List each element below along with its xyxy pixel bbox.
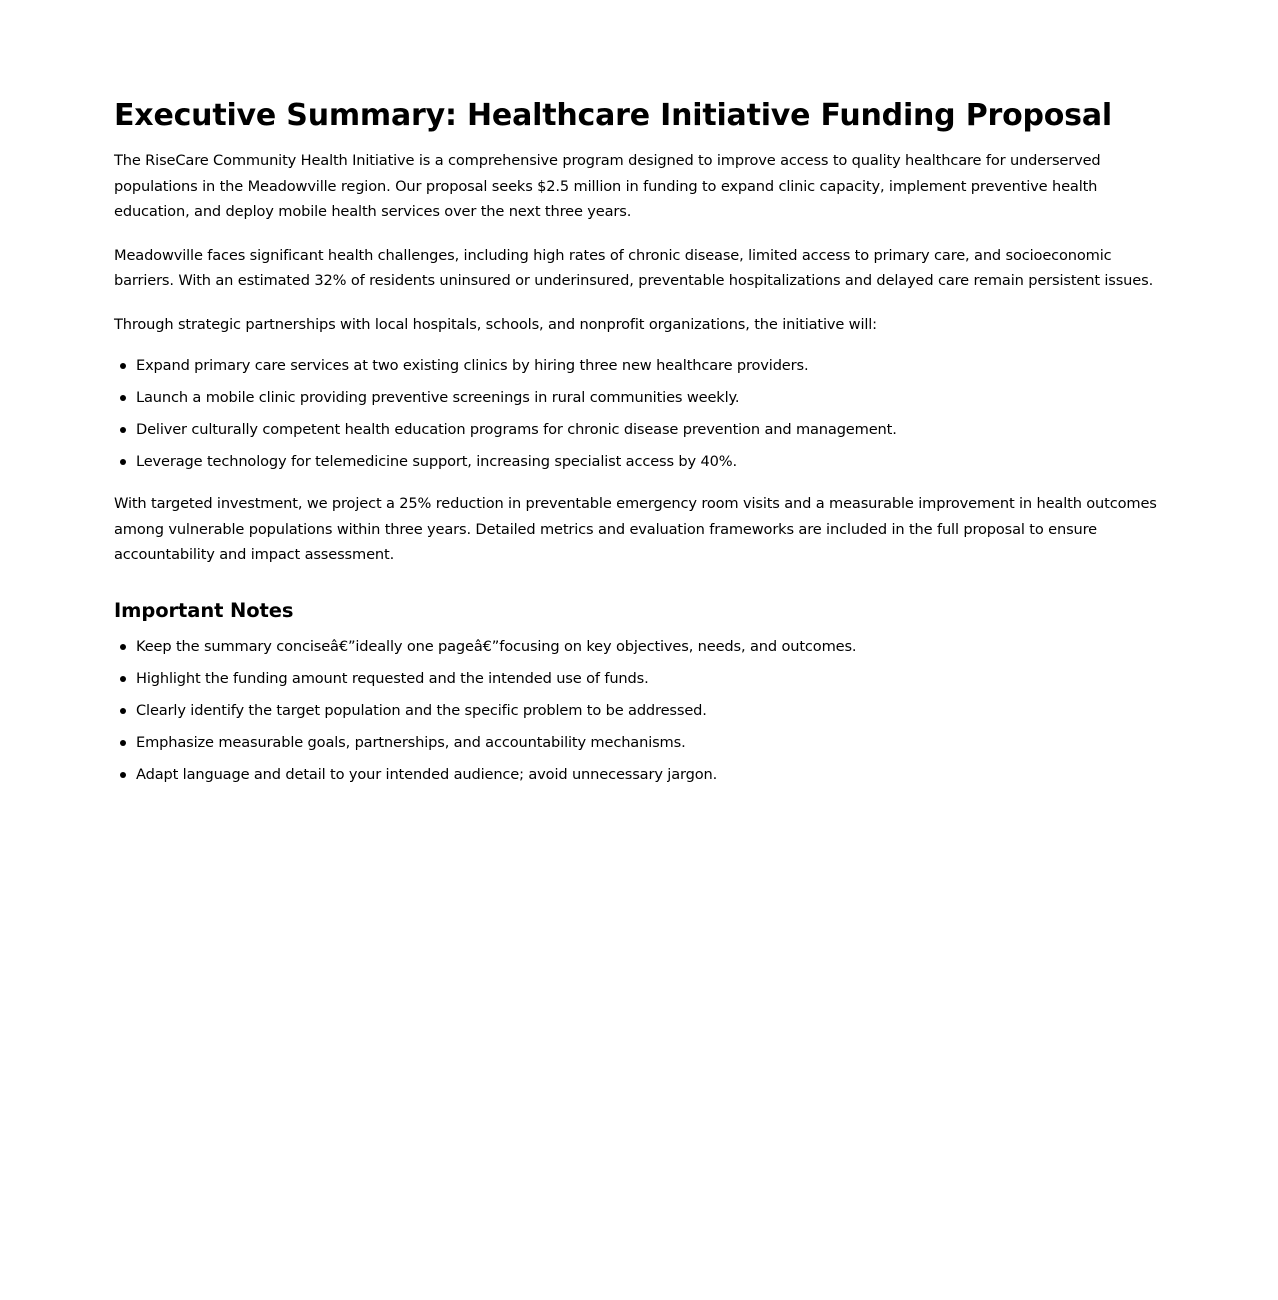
outcomes-paragraph: With targeted investment, we project a 25% reduction in preventable emergency room visits and a measurable improvement in health outcomes among vulnerable populations within three years. Detailed metrics and evaluation frameworks are included in the full proposal to ensure accountability and impact assessment.: [114, 495, 1157, 563]
notes-heading: Important Notes: [114, 598, 294, 622]
note-item: Keep the summary conciseâ€”ideally one pageâ€”focusing on key objectives, needs, and outcomes.: [136, 636, 1170, 658]
objective-item: Launch a mobile clinic providing preventive screenings in rural communities weekly.: [136, 387, 1170, 409]
challenges-paragraph: Meadowville faces significant health challenges, including high rates of chronic disease, limited access to primary care, and socioeconomic barriers. With an estimated 32% of residents uninsured or underinsured, preventable hospitalizations and delayed care remain persistent issues.: [114, 246, 1154, 289]
partnerships-paragraph: Through strategic partnerships with local hospitals, schools, and nonprofit organizations, the initiative will:: [114, 315, 877, 333]
notes-list: [114, 636, 1170, 786]
page-title: Executive Summary: Healthcare Initiative Funding Proposal: [114, 98, 1112, 133]
note-item: Highlight the funding amount requested and the intended use of funds.: [136, 668, 1170, 690]
note-item: Clearly identify the target population and the specific problem to be addressed.: [136, 700, 1170, 722]
objective-item: Expand primary care services at two existing clinics by hiring three new healthcare providers.: [136, 355, 1170, 377]
note-item: Emphasize measurable goals, partnerships, and accountability mechanisms.: [136, 732, 1170, 754]
intro-paragraph: The RiseCare Community Health Initiative is a comprehensive program designed to improve access to quality healthcare for underserved populations in the Meadowville region. Our proposal seeks $2.5 million in funding to expand clinic capacity, implement preventive health education, and deploy mobile health services over the next three years.: [114, 152, 1101, 220]
note-item: Adapt language and detail to your intended audience; avoid unnecessary jargon.: [136, 764, 1170, 786]
objectives-list: [114, 355, 1170, 473]
document: [114, 96, 1170, 796]
objective-item: Leverage technology for telemedicine support, increasing specialist access by 40%.: [136, 451, 1170, 473]
objective-item: Deliver culturally competent health education programs for chronic disease prevention and management.: [136, 419, 1170, 441]
